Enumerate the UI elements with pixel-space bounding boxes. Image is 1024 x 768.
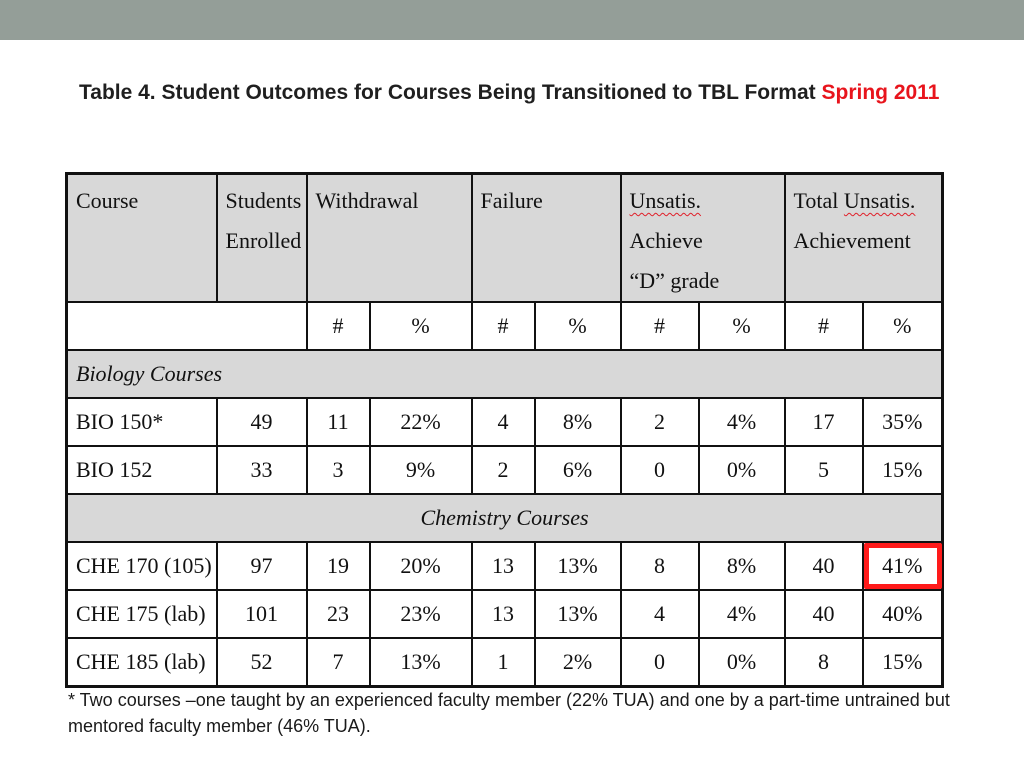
cell-total-percent: 15% — [863, 446, 943, 494]
cell-withdrawal-percent: 20% — [370, 542, 472, 590]
slide-title — [79, 78, 959, 107]
title-accent-text: Spring 2011 — [821, 81, 940, 104]
cell-course: BIO 152 — [67, 446, 217, 494]
outcomes-table — [65, 172, 944, 688]
section-label-chemistry: Chemistry Courses — [67, 494, 943, 542]
cell-failure-percent: 13% — [535, 542, 621, 590]
header-enrolled-line1: Students — [225, 188, 302, 213]
header-enrolled-line2: Enrolled — [225, 228, 302, 253]
subheader-withdrawal-count: # — [307, 302, 370, 350]
cell-total-percent: 15% — [863, 638, 943, 687]
header-total-word: Unsatis. — [843, 188, 916, 213]
header-unsatis-word: Unsatis. — [629, 188, 702, 213]
cell-failure-count: 13 — [472, 590, 535, 638]
cell-dgrade-count: 2 — [621, 398, 699, 446]
cell-withdrawal-count: 19 — [307, 542, 370, 590]
cell-enrolled: 97 — [217, 542, 307, 590]
cell-course: BIO 150* — [67, 398, 217, 446]
cell-failure-percent: 6% — [535, 446, 621, 494]
header-achievement: Achievement — [793, 228, 911, 253]
cell-withdrawal-percent: 9% — [370, 446, 472, 494]
slide-header-bar — [0, 0, 1024, 40]
subheader-dgrade-count: # — [621, 302, 699, 350]
cell-total-count: 8 — [785, 638, 863, 687]
cell-withdrawal-count: 3 — [307, 446, 370, 494]
section-row-chemistry — [67, 494, 943, 542]
cell-failure-percent: 2% — [535, 638, 621, 687]
table-row — [67, 542, 943, 590]
cell-dgrade-percent: 0% — [699, 446, 785, 494]
cell-withdrawal-percent: 13% — [370, 638, 472, 687]
cell-total-count: 5 — [785, 446, 863, 494]
cell-withdrawal-count: 23 — [307, 590, 370, 638]
subheader-failure-count: # — [472, 302, 535, 350]
table-row — [67, 398, 943, 446]
cell-total-percent: 35% — [863, 398, 943, 446]
table-row — [67, 590, 943, 638]
cell-dgrade-percent: 4% — [699, 398, 785, 446]
cell-dgrade-count: 0 — [621, 446, 699, 494]
header-row — [67, 174, 943, 303]
cell-total-percent: 40% — [863, 590, 943, 638]
subheader-row — [67, 302, 943, 350]
cell-failure-percent: 8% — [535, 398, 621, 446]
header-withdrawal: Withdrawal — [307, 174, 472, 303]
cell-failure-count: 2 — [472, 446, 535, 494]
cell-total-count: 17 — [785, 398, 863, 446]
cell-dgrade-count: 4 — [621, 590, 699, 638]
header-d-grade: “D” grade — [629, 268, 720, 293]
cell-dgrade-percent: 8% — [699, 542, 785, 590]
section-row-biology — [67, 350, 943, 398]
cell-failure-count: 4 — [472, 398, 535, 446]
header-unsatis-rest: Achieve — [629, 228, 703, 253]
cell-enrolled: 49 — [217, 398, 307, 446]
header-unsatis-achieve — [621, 174, 785, 303]
cell-total-percent-highlighted: 41% — [863, 542, 943, 590]
header-total-prefix: Total — [793, 188, 844, 213]
cell-dgrade-percent: 0% — [699, 638, 785, 687]
cell-course: CHE 170 (105) — [67, 542, 217, 590]
cell-course: CHE 175 (lab) — [67, 590, 217, 638]
table-row — [67, 638, 943, 687]
header-course: Course — [67, 174, 217, 303]
cell-dgrade-count: 8 — [621, 542, 699, 590]
cell-enrolled: 33 — [217, 446, 307, 494]
cell-withdrawal-percent: 23% — [370, 590, 472, 638]
subheader-withdrawal-percent: % — [370, 302, 472, 350]
cell-dgrade-count: 0 — [621, 638, 699, 687]
cell-withdrawal-count: 11 — [307, 398, 370, 446]
cell-failure-count: 1 — [472, 638, 535, 687]
subheader-total-percent: % — [863, 302, 943, 350]
header-students-enrolled — [217, 174, 307, 303]
subheader-total-count: # — [785, 302, 863, 350]
cell-course: CHE 185 (lab) — [67, 638, 217, 687]
subheader-dgrade-percent: % — [699, 302, 785, 350]
cell-total-count: 40 — [785, 542, 863, 590]
cell-dgrade-percent: 4% — [699, 590, 785, 638]
subheader-failure-percent: % — [535, 302, 621, 350]
cell-enrolled: 101 — [217, 590, 307, 638]
cell-failure-percent: 13% — [535, 590, 621, 638]
section-label-biology: Biology Courses — [67, 350, 943, 398]
footnote: * Two courses –one taught by an experienced faculty member (22% TUA) and one by a part-time untrained but mentored faculty member (46% TUA). — [68, 690, 950, 736]
cell-enrolled: 52 — [217, 638, 307, 687]
header-total-unsatis — [785, 174, 943, 303]
table-row — [67, 446, 943, 494]
cell-failure-count: 13 — [472, 542, 535, 590]
cell-total-count: 40 — [785, 590, 863, 638]
header-failure: Failure — [472, 174, 621, 303]
cell-withdrawal-count: 7 — [307, 638, 370, 687]
cell-withdrawal-percent: 22% — [370, 398, 472, 446]
subheader-blank — [67, 302, 307, 350]
title-main-text: Table 4. Student Outcomes for Courses Being Transitioned to TBL Format — [79, 81, 816, 104]
